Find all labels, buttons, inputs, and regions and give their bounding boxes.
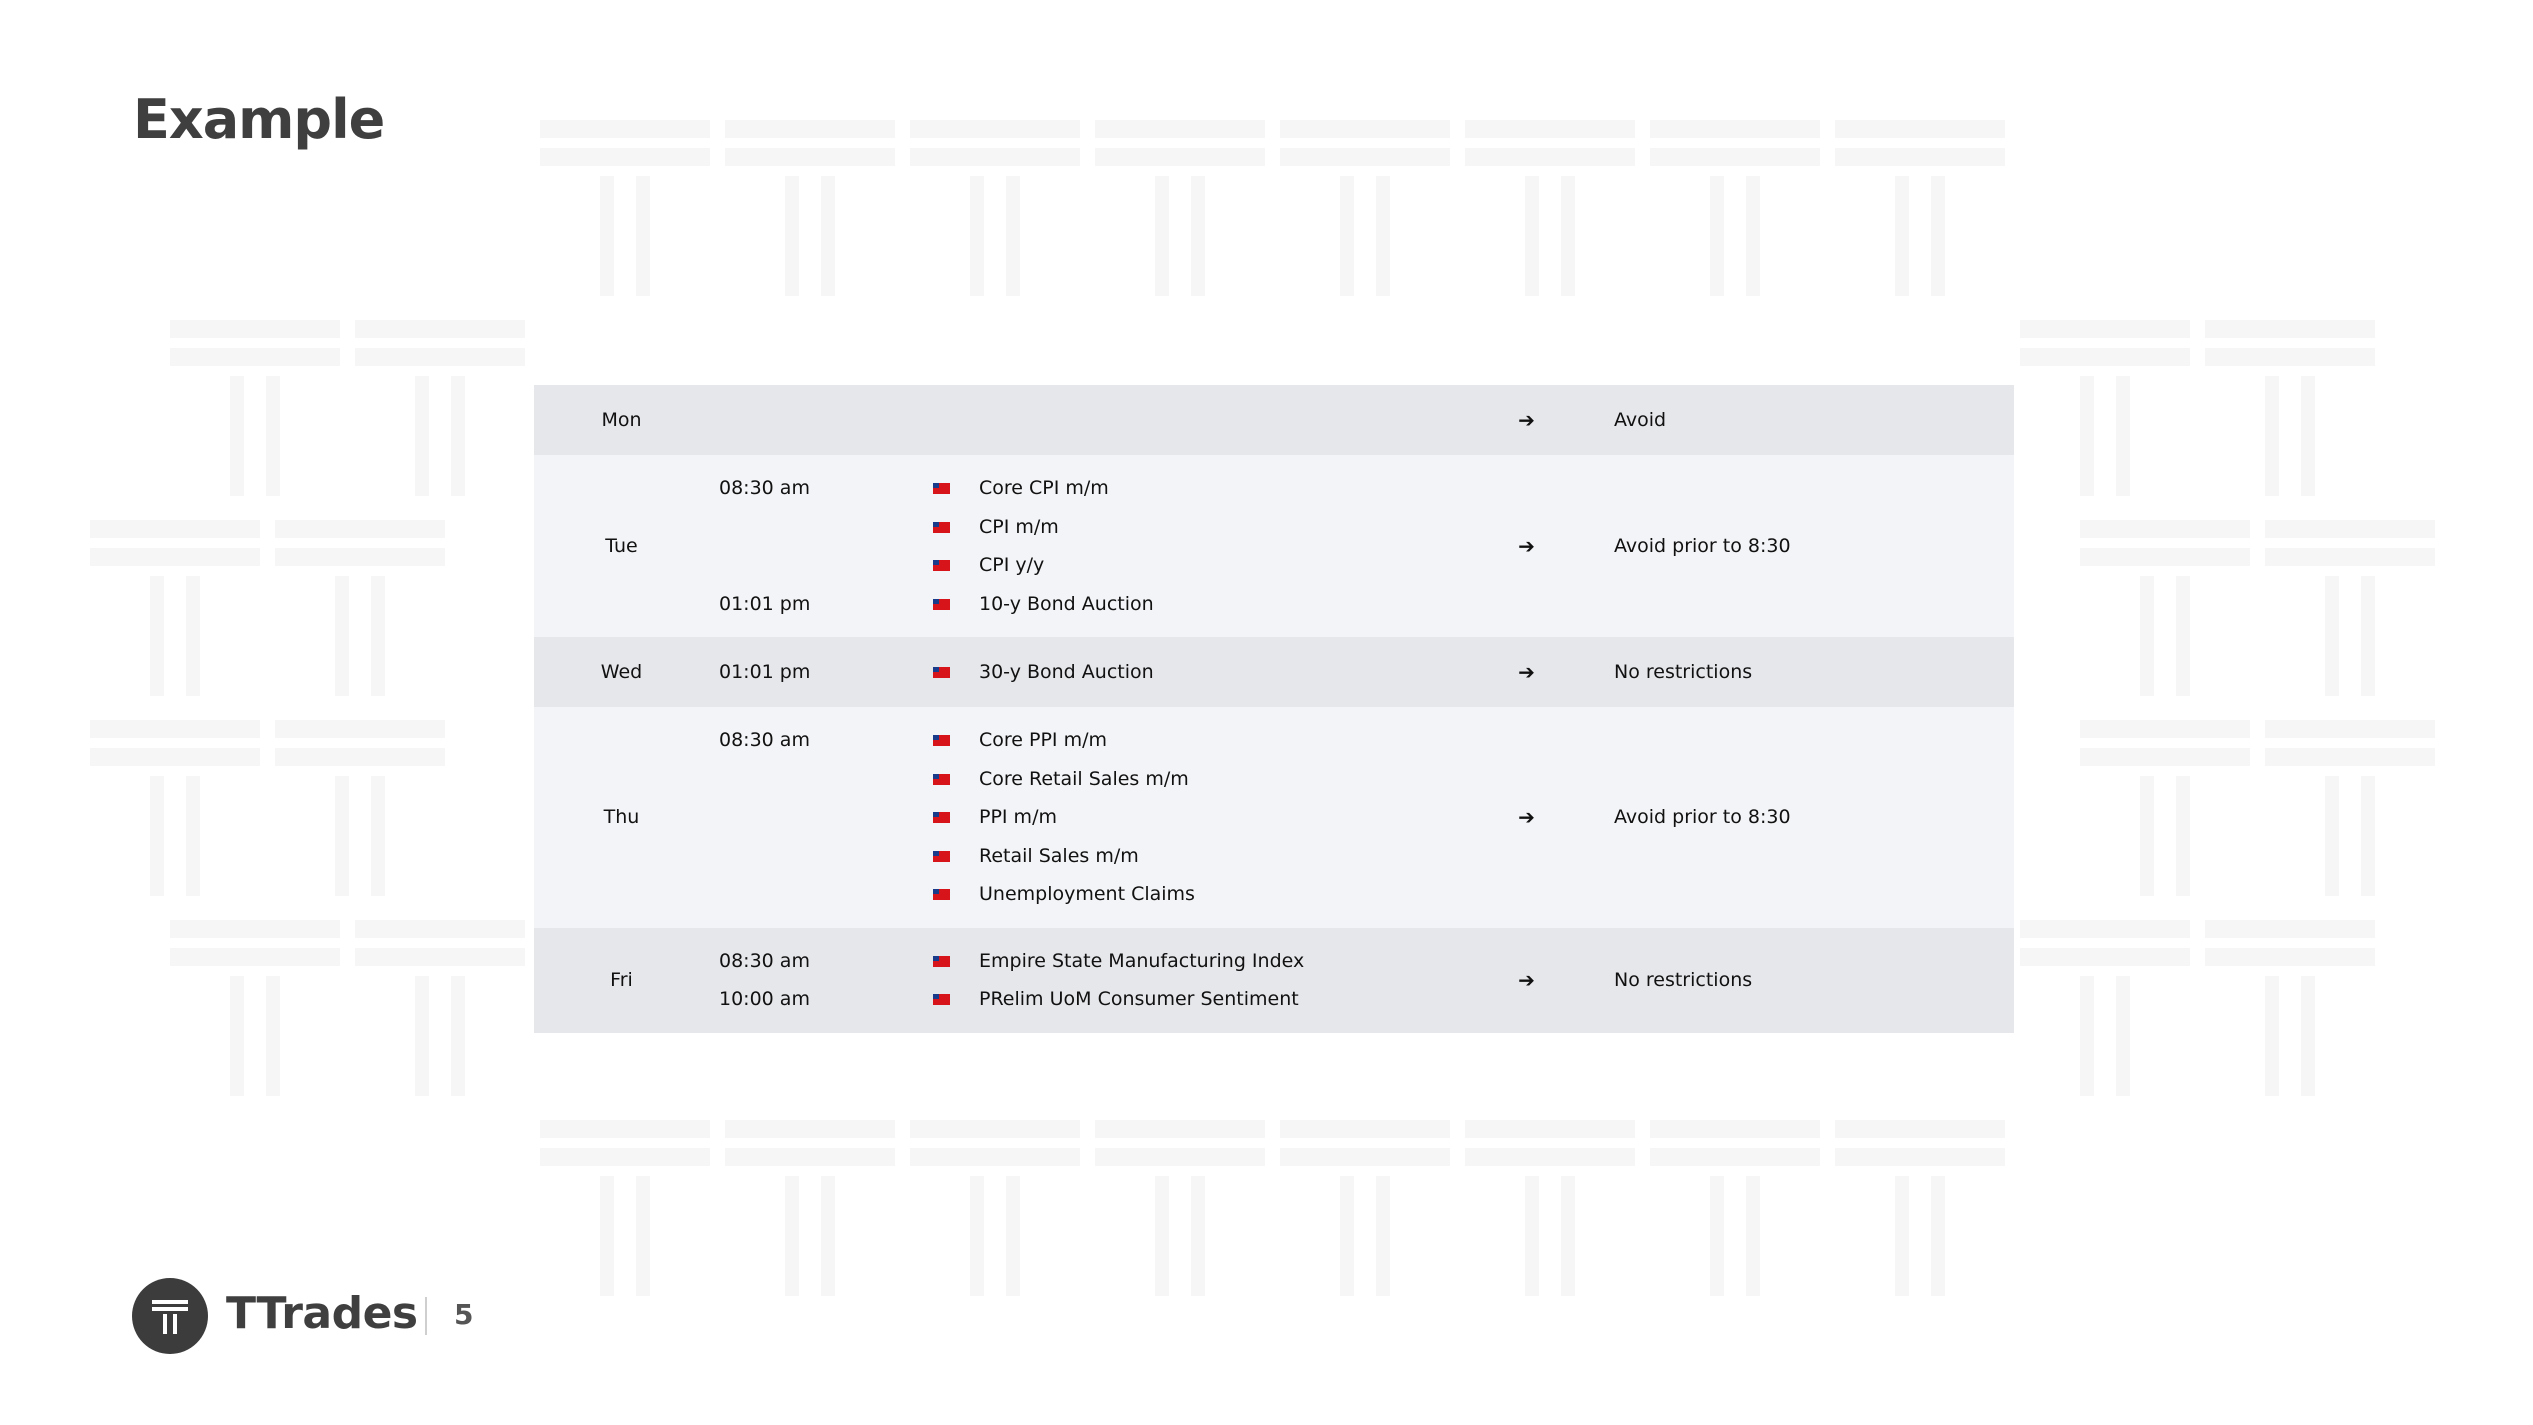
time-label: 08:30 am xyxy=(719,477,810,499)
impact-folder-icon xyxy=(933,994,950,1005)
event-label: 10-y Bond Auction xyxy=(979,592,1154,615)
event-label: Core PPI m/m xyxy=(979,729,1107,751)
impact-folder-icon xyxy=(933,667,950,678)
table-row-mon xyxy=(534,385,2014,455)
event-label: Empire State Manufacturing Index xyxy=(979,949,1305,972)
event-label: Core Retail Sales m/m xyxy=(979,767,1189,790)
impact-folder-icon xyxy=(933,735,950,746)
brand-name: TTrades xyxy=(226,1288,418,1339)
day-cell: Fri xyxy=(610,969,633,991)
day-cell: Tue xyxy=(605,535,638,557)
status-cell: No restrictions xyxy=(1614,969,1753,991)
status-cell: Avoid prior to 8:30 xyxy=(1614,806,1791,829)
ttrades-logo-icon xyxy=(132,1278,208,1354)
arrow-right-icon: ➔ xyxy=(1518,660,1535,684)
event-label: PPI m/m xyxy=(979,806,1057,828)
status-cell: Avoid xyxy=(1614,409,1667,431)
impact-folder-icon xyxy=(933,483,950,494)
status-cell: Avoid prior to 8:30 xyxy=(1614,535,1791,557)
footer-divider xyxy=(425,1297,427,1335)
time-label xyxy=(719,798,904,837)
event-label: CPI m/m xyxy=(979,515,1059,538)
economic-calendar-table xyxy=(534,385,2014,1033)
event-label: Unemployment Claims xyxy=(979,883,1195,905)
impact-folder-icon xyxy=(933,522,950,533)
time-label xyxy=(719,508,904,547)
time-label: 08:30 am xyxy=(719,949,810,972)
event-label: CPI y/y xyxy=(979,554,1045,576)
arrow-right-icon: ➔ xyxy=(1518,408,1535,432)
impact-folder-icon xyxy=(933,599,950,610)
time-label: 01:01 pm xyxy=(719,661,811,683)
day-cell: Wed xyxy=(600,661,643,683)
time-label xyxy=(719,875,904,914)
time-label: 08:30 am xyxy=(719,729,810,751)
time-label xyxy=(719,837,904,876)
time-label xyxy=(719,760,904,799)
impact-folder-icon xyxy=(933,889,950,900)
page-title: Example xyxy=(133,88,385,151)
table-row-tue xyxy=(534,455,2014,637)
impact-folder-icon xyxy=(933,774,950,785)
event-label: Core CPI m/m xyxy=(979,477,1109,499)
page-number: 5 xyxy=(454,1298,474,1331)
time-label xyxy=(719,546,904,585)
time-label: 01:01 pm xyxy=(719,592,811,615)
table-row-wed xyxy=(534,637,2014,707)
impact-folder-icon xyxy=(933,956,950,967)
table-row-fri xyxy=(534,928,2014,1033)
arrow-right-icon: ➔ xyxy=(1518,968,1535,992)
arrow-right-icon: ➔ xyxy=(1518,534,1535,558)
impact-folder-icon xyxy=(933,812,950,823)
event-label: 30-y Bond Auction xyxy=(979,661,1154,683)
status-cell: No restrictions xyxy=(1614,661,1753,683)
event-label: PRelim UoM Consumer Sentiment xyxy=(979,988,1299,1010)
day-cell: Mon xyxy=(601,409,642,431)
event-label: Retail Sales m/m xyxy=(979,844,1139,867)
time-label: 10:00 am xyxy=(719,988,810,1010)
arrow-right-icon: ➔ xyxy=(1518,805,1535,830)
impact-folder-icon xyxy=(933,560,950,571)
impact-folder-icon xyxy=(933,851,950,862)
day-cell: Thu xyxy=(603,806,640,829)
table-row-thu xyxy=(534,707,2014,928)
